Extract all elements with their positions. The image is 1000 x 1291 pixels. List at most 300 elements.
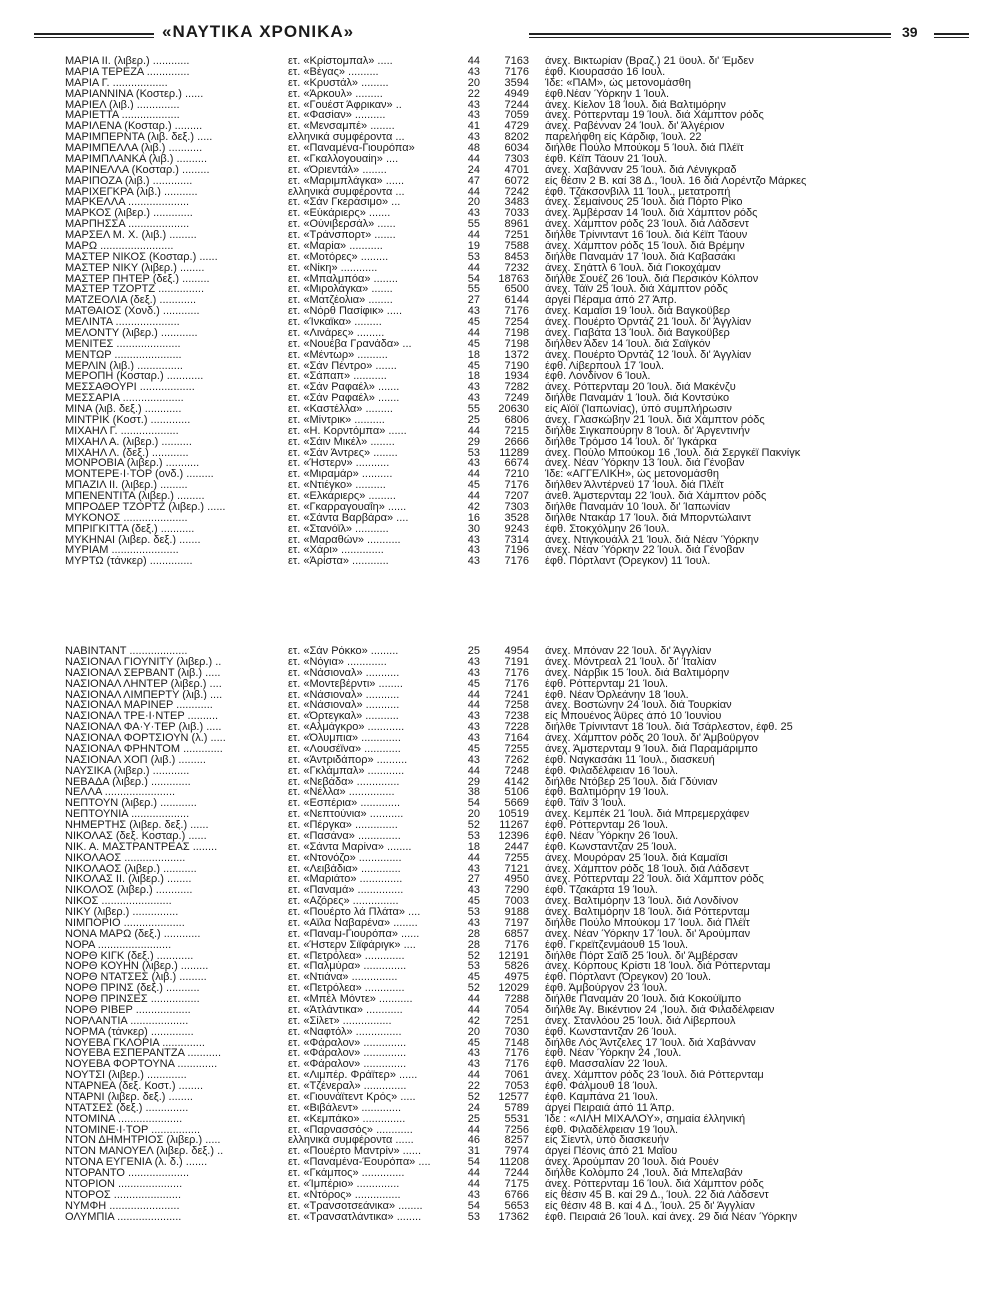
deadweight: 44 — [467, 993, 480, 1005]
tonnage: 4729 — [504, 120, 529, 133]
deadweight: 24 — [467, 163, 480, 176]
ship-name: ΜΟΝΡΟΒΙΑ (λιβερ.) ........... — [65, 458, 200, 470]
tonnage: 4950 — [504, 873, 529, 886]
ship-name: ΜΑΡΣΕΛ Μ. Χ. (λιβ.) ......... — [65, 230, 197, 241]
deadweight: 43 — [467, 533, 480, 546]
charterer: ετ. «Άρίστα» ............ — [288, 556, 389, 568]
tonnage: 7176 — [504, 1058, 529, 1071]
ship-name: ΜΕΡΛΙΝ (λιβ.) ............... — [65, 360, 183, 372]
charterer: ετ. «Αλμάγκρο» ............ — [288, 722, 405, 733]
voyage-note: άνεχ. Σηάττλ 6 Ίουλ. διά Γιοκοχάμαν — [545, 262, 721, 274]
charterer: ετ. «Βιβάλεντ» ............. — [288, 1102, 402, 1114]
charterer: ετ. «Παλμύρα» .............. — [288, 961, 407, 973]
tonnage: 6857 — [504, 927, 529, 940]
deadweight: 43 — [467, 862, 480, 875]
charterer: ετ. «Μοντεβέρντι» ........ — [288, 678, 403, 690]
deadweight: 20 — [467, 76, 480, 89]
voyage-note: έφθ. Φιλαδέλφειαν 19 Ίουλ. — [545, 1124, 679, 1136]
ship-name: ΝΙΚΟΛΟΣ (λιβερ.) ............ — [65, 885, 193, 897]
voyage-note: έφθ.Νέαν Ύόρκην 1 Ίουλ. — [545, 88, 670, 100]
charterer: ετ. «Σάν Άντρες» ........ — [288, 447, 398, 459]
deadweight: 43 — [467, 1058, 480, 1071]
ship-name: ΝΟΡΛΑΝΤΙΑ ................... — [65, 1015, 189, 1027]
ship-name: ΝΤΑΡΝΕΑ (δεξ. Κοστ.) ........ — [65, 1081, 203, 1092]
voyage-note: έφθ. Λονδίνον 6 Ίουλ. — [545, 371, 651, 383]
ship-name: ΝΟΡΘ ΡΙΒΕΡ .................. — [65, 1004, 191, 1016]
charterer: ετ. «Στανόϊλ» ........... — [288, 523, 389, 535]
tonnage: 5826 — [504, 960, 529, 973]
voyage-note: έφθ. Βαλτιμόρην 19 Ίουλ. — [545, 787, 669, 799]
tonnage: 8961 — [504, 218, 529, 231]
deadweight: 43 — [467, 305, 480, 318]
deadweight: 53 — [467, 906, 480, 918]
voyage-note: διήλθε Πούλο Μπούκομ 17 Ίουλ. διά Πλέϊτ — [545, 917, 750, 929]
voyage-note: έφθ. Μασσαλίαν 22 Ίουλ. — [545, 1059, 668, 1071]
charterer: ετ. «Σάντα Βαρβάρα» .... — [288, 512, 409, 524]
tonnage: 7258 — [504, 699, 529, 712]
charterer: ετ. «Καστέλλα» ......... — [288, 404, 393, 415]
voyage-note: έφθ. Γκρεϊτζενμάουθ 15 Ίουλ. — [545, 939, 689, 951]
ship-name: ΝΑΣΙΟΝΑΛ ΜΑΡΙΝΕΡ ............ — [65, 700, 213, 712]
voyage-note: διήλθεν Άλντέρνεϋ 17 Ίουλ. διά Πλέϊτ — [545, 480, 724, 491]
tonnage: 9188 — [504, 906, 529, 918]
voyage-note: έφθ. Ρόττερνταμ 26 Ίουλ. — [545, 820, 669, 831]
ship-name: ΝΕΠΤΟΥΝΙΑ ................... — [65, 809, 190, 820]
voyage-note: άνεχ. Ντιγκουάλλ 21 Ίουλ. διά Νέαν Ύόρκην — [545, 534, 759, 546]
voyage-note: άργεί Πέραμα άπό 27 Άπρ. — [545, 295, 677, 307]
tonnage: 7248 — [504, 764, 529, 777]
tonnage: 5789 — [504, 1101, 529, 1114]
tonnage: 7175 — [504, 1177, 529, 1190]
charterer: ετ. «Ελκάριερς» ......... — [288, 491, 396, 502]
voyage-note: άνεχ. Άμβέρσαν 14 Ίουλ. διά Χάμπτον ρόδς — [545, 208, 758, 220]
ship-name: ΜΥΡΙΑΜ ...................... — [65, 545, 179, 557]
voyage-note: είς θέσιν 45 Β. καί 29 Δ., Ίουλ. 22 διά Λάδσεντ — [545, 1189, 769, 1201]
charterer: ετ. «Κρίστομπαλ» ..... — [288, 56, 393, 67]
charterer: ετ. «Μέντωρ» .......... — [288, 349, 388, 361]
tonnage: 7303 — [504, 152, 529, 165]
voyage-note: είς θέσιν 48 Β. καί 4 Δ., Ίουλ. 25 δι' Άγγλίαν — [545, 1200, 755, 1212]
deadweight: 44 — [467, 261, 480, 274]
ship-name: ΝΕΛΛΑ ....................... — [65, 787, 176, 799]
ship-name: ΜΠΡΟΔΕΡ ΤΖΟΡΤΖ (λιβερ.) ...... — [65, 501, 226, 513]
tonnage: 7176 — [504, 65, 529, 78]
tonnage: 7262 — [504, 753, 529, 766]
ship-name: ΜΕΛΙΝΤΑ ..................... — [65, 317, 180, 328]
deadweight: 42 — [467, 1014, 480, 1027]
ship-name: ΝΕΠΤΟΥΝ (λιβερ.) ............ — [65, 798, 197, 810]
voyage-note: έφθ. Κωνσταντζαν 26 Ίουλ. — [545, 1026, 677, 1038]
ship-name: ΝΟΡΘ ΠΡΙΝΣΕΣ ................ — [65, 994, 200, 1005]
header-rule-end — [934, 33, 969, 38]
tonnage: 7241 — [504, 688, 529, 701]
voyage-note: έφθ. Κιουρασάο 16 Ιουλ. — [545, 66, 666, 78]
charterer: ετ. «Αζόρες» ............... — [288, 896, 399, 907]
deadweight: 44 — [467, 688, 480, 701]
tonnage: 7228 — [504, 721, 529, 734]
deadweight: 44 — [467, 468, 480, 481]
ship-name: ΝΑΣΙΟΝΑΛ ΦΡΗΝΤΟΜ ............. — [65, 743, 223, 755]
ship-name: ΝΟΥΕΒΑ ΦΟΡΤΟΥΝΑ ............. — [65, 1059, 218, 1071]
ship-name: ΜΑΡΙΑ ΤΕΡΕΖΑ .............. — [65, 66, 190, 78]
charterer: ετ. «Εύκάριερς» ....... — [288, 208, 391, 220]
deadweight: 43 — [467, 1188, 480, 1201]
voyage-note: άνεχ. Νέαν Ύόρκην 13 Ίουλ. διά Γένοβαν — [545, 458, 745, 470]
charterer: ετ. «Φάραλον» .............. — [288, 1037, 407, 1049]
tonnage: 11289 — [499, 446, 529, 459]
charterer: ετ. «Άτλάντικα» ............ — [288, 1004, 403, 1016]
charterer: ετ. «Κεμπάκο» .............. — [288, 1113, 406, 1125]
charterer: ετ. «Παρνασσός» ............ — [288, 1124, 413, 1136]
deadweight: 43 — [467, 109, 480, 122]
ship-name: ΝΑΒΙΝΤΑΝΤ ................... — [65, 646, 188, 657]
tonnage: 9243 — [504, 522, 529, 535]
tonnage: 7244 — [504, 98, 529, 111]
tonnage: 7054 — [504, 1003, 529, 1016]
deadweight: 43 — [467, 732, 480, 744]
deadweight: 43 — [467, 392, 480, 405]
charterer: ετ. «Νόγια» ............. — [288, 656, 387, 668]
ship-name: ΜΟΝΤΕΡΕ·Ι·ΤΟΡ (ονδ.) ......... — [65, 469, 214, 481]
charterer: ετ. «Νεβάδα» .............. — [288, 776, 400, 788]
tonnage: 7303 — [504, 500, 529, 513]
voyage-note: άνεχ. Ρόττερνταμ 16 Ίουλ. διά Χάμπτον ρόδς — [545, 1178, 764, 1190]
ship-name: ΜΑΤΖΕΟΛΙΑ (δεξ.) ............ — [65, 295, 197, 307]
ship-name: ΝΤΟΝΑ ΕΥΓΕΝΙΑ (λ. δ.) ....... — [65, 1157, 208, 1168]
charterer: ετ. «Άντριδάπορ» .......... — [288, 754, 408, 766]
ship-name: ΝΥΜΦΗ ....................... — [65, 1200, 180, 1212]
ship-name: ΝΑΣΙΟΝΑΛ ΛΙΜΠΕΡΤΥ (λιβ.) .... — [65, 689, 223, 701]
tonnage: 7588 — [504, 239, 529, 252]
tonnage: 10519 — [498, 808, 529, 821]
tonnage: 7244 — [504, 1167, 529, 1179]
ship-name: ΝΤΑΡΝΙ (λιβερ. δεξ.) ........ — [65, 1091, 193, 1103]
deadweight: 43 — [467, 666, 480, 679]
voyage-note: άνεχ. Μόντρεαλ 21 Ίουλ. δι' Ίταλίαν — [545, 656, 717, 668]
voyage-note: άνεχ. Τάϊν 25 Ίουλ. διά Χάμπτον ρόδς — [545, 284, 728, 296]
charterer: ετ. «Νάσιοναλ» ........... — [288, 667, 400, 679]
charterer: ετ. «Μίντρικ» .......... — [288, 414, 385, 426]
tonnage: 8202 — [504, 131, 529, 144]
voyage-note: άνεχ. Κόρπους Κρίστι 18 Ίουλ. διά Ρόττερνταμ — [545, 961, 771, 973]
tonnage: 6072 — [504, 174, 529, 187]
ship-name: ΝΤΑΤΣΕΣ (δεξ.) .............. — [65, 1102, 189, 1114]
ship-name: ΜΕΛΟΝΤΥ (λιβερ.) ............ — [65, 327, 198, 339]
deadweight: 53 — [467, 960, 480, 973]
ship-name: ΜΥΡΤΩ (τάνκερ) .............. — [65, 556, 193, 568]
voyage-note: είς Μπουένος Άϋρες άπό 10 Ίουνίου — [545, 711, 722, 723]
voyage-note: άνεχ. Ρόττερνταμ 19 Ίουλ. διά Χάμπτον ρόδς — [545, 110, 764, 122]
ship-name: ΜΙΧΑΗΛ Λ. (δεξ.) ............ — [65, 447, 189, 459]
tonnage: 7176 — [504, 938, 529, 951]
tonnage: 12029 — [498, 982, 529, 995]
charterer: ετ. «Γκαλλογουαίη» .... — [288, 153, 399, 165]
ship-name: ΝΤΟΡΑΝΤΟ .................... — [65, 1168, 190, 1179]
charterer: ετ. «Όλυμπια» ............. — [288, 733, 401, 744]
charterer: ετ. «Ντιάνα» ............... — [288, 972, 398, 984]
tonnage: 7163 — [504, 55, 529, 67]
deadweight: 45 — [467, 337, 480, 350]
charterer: ετ. «Σάν Ρόκκο» ......... — [288, 646, 399, 657]
tonnage: 7232 — [504, 261, 529, 274]
charterer: ετ. «Λειβάδια» ............. — [288, 863, 401, 875]
deadweight: 44 — [467, 185, 480, 198]
charterer: ετ. «Σάν Ραφαέλ» ....... — [288, 393, 400, 404]
ship-name: ΜΑΡΙΕΛ (λιβ.) .............. — [65, 99, 180, 111]
voyage-note: έφθ. Πόρτλαντ (Όρεγκον) 11 Ίουλ. — [545, 556, 711, 568]
deadweight: 45 — [467, 742, 480, 755]
tonnage: 12191 — [498, 949, 529, 962]
deadweight: 52 — [467, 982, 480, 995]
ship-name: ΝΟΡΑ ........................ — [65, 939, 172, 951]
deadweight: 20 — [467, 196, 480, 209]
tonnage: 7249 — [504, 392, 529, 405]
voyage-note: άνεχ. Άρούμπαν 20 Ίουλ. διά Ρουέν — [545, 1157, 719, 1168]
ship-name: ΝΙΚΟΛΑΣ ΙΙ. (λιβερ.) ........ — [65, 874, 192, 886]
charterer: ετ. «Άρκουλ» ......... — [288, 88, 383, 100]
voyage-note: έφθ. Πειραιά 26 Ίουλ. καί άνεχ. 29 διά Νέαν Ύόρκην — [545, 1211, 798, 1223]
deadweight: 45 — [467, 359, 480, 372]
charterer: ετ. «Ίμπέριο» .............. — [288, 1178, 400, 1190]
ship-name: ΜΑΡΙΜΠΛΑΝΚΑ (λιβ.) .......... — [65, 153, 208, 165]
tonnage: 7190 — [504, 359, 529, 372]
ship-name: ΜΑΡΙΝΕΛΛΑ (Κοσταρ.) ......... — [65, 164, 210, 176]
voyage-note: έφθ. Ναγκασάκι 11 Ίουλ., διασκευή — [545, 754, 715, 766]
charterer: ετ. «Τράνσπορτ» ....... — [288, 230, 396, 241]
tonnage: 7053 — [504, 1080, 529, 1092]
voyage-note: διήλθε Παναμάν 20 Ίουλ. διά Κοκούϊμπο — [545, 994, 742, 1005]
voyage-note: έφθ. Φιλαδέλφειαν 16 Ίουλ. — [545, 765, 679, 777]
charterer: ετ. «Γκάμπος» .............. — [288, 1168, 405, 1179]
tonnage: 7290 — [504, 884, 529, 897]
charterer: ετ. «Σάντα Μαρίνα» ........ — [288, 841, 412, 853]
deadweight: 43 — [467, 131, 480, 144]
voyage-note: άργεί Πειραιά άπό 11 Άπρ. — [545, 1102, 675, 1114]
deadweight: 16 — [467, 511, 480, 524]
tonnage: 7033 — [504, 207, 529, 220]
charterer: ετ. «Μιρολάγκα» ....... — [288, 284, 393, 296]
voyage-note: άνεχ. Κεμπέκ 21 Ίουλ. διά Μπρεμερχάφεν — [545, 809, 750, 820]
deadweight: 18 — [467, 840, 480, 853]
deadweight: 25 — [467, 413, 480, 426]
charterer: ετ. «Λουσέϊνα» ............ — [288, 743, 401, 755]
ship-name: ΝΟΥΕΒΑ ΕΣΠΕΡΑΝΤΖΑ ........... — [65, 1048, 222, 1060]
ship-name: ΜΕΝΙΤΕΣ ..................... — [65, 338, 181, 350]
deadweight: 22 — [467, 1080, 480, 1092]
charterer: ετ. «Μπαλμπόα» ........ — [288, 273, 398, 285]
charterer: ετ. «Μοτόρες» ......... — [288, 251, 389, 263]
tonnage: 7061 — [504, 1069, 529, 1082]
charterer: ετ. «Πετρόλεα» ............. — [288, 950, 405, 962]
ship-name: ΟΛΥΜΠΙΑ ..................... — [65, 1211, 182, 1223]
voyage-note: διήλθε Τρίνινταντ 16 Ίουλ. διά Κέϊπ Τάουν — [545, 230, 748, 241]
deadweight: 38 — [467, 786, 480, 799]
charterer: ετ. «Νεπτούνια» ........... — [288, 809, 404, 820]
deadweight: 44 — [467, 55, 480, 67]
deadweight: 28 — [467, 927, 480, 940]
ship-name: ΜΑΡΙΑ Γ. .................. — [65, 77, 168, 89]
voyage-note: έφθ. Νέαν Όρλεάνην 18 Ίουλ. — [545, 689, 689, 701]
ship-name: ΝΤΟΡΙΟΝ ..................... — [65, 1178, 183, 1190]
tonnage: 7176 — [504, 479, 529, 492]
charterer: ετ. «Τζένεραλ» .............. — [288, 1081, 407, 1092]
voyage-note: άνεχ. Μπόναν 22 Ίουλ. δι' Άγγλίαν — [545, 646, 712, 657]
charterer: ετ. «Πετρόλεα» ............. — [288, 983, 405, 994]
ship-name: ΜΑΡΙΧΕΓΚΡΑ (λιβ.) ........... — [65, 186, 198, 198]
tonnage: 7207 — [504, 490, 529, 502]
tonnage: 7974 — [504, 1145, 529, 1158]
header-rule-left — [34, 33, 154, 38]
ship-name: ΜΑΡΙΑ ΙΙ. (λιβερ.) ............ — [65, 56, 190, 67]
tonnage: 7254 — [504, 316, 529, 328]
tonnage: 7176 — [504, 666, 529, 679]
page-header — [34, 22, 969, 46]
deadweight: 44 — [467, 1177, 480, 1190]
deadweight: 28 — [467, 938, 480, 951]
deadweight: 55 — [467, 218, 480, 231]
deadweight: 27 — [467, 873, 480, 886]
deadweight: 25 — [467, 1112, 480, 1125]
voyage-note: διήλθε Κολόμπο 24 ,Ίουλ. διά Μπελαβάν — [545, 1168, 743, 1179]
tonnage: 7282 — [504, 381, 529, 394]
charterer: ελληνικά συμφέροντα ... — [288, 132, 405, 143]
ship-name: ΜΑΡΙΠΟΖΑ (λιβ.) ............. — [65, 175, 193, 187]
charterer: ετ. «Κρυστάλ» ......... — [288, 77, 389, 89]
tonnage: 7176 — [504, 677, 529, 690]
charterer: ετ. «Τρανσοτσεάνικα» ........ — [288, 1200, 423, 1212]
voyage-note: έφθ. Καμπάνα 21 Ίουλ. — [545, 1091, 659, 1103]
charterer: ετ. «Μαρία» ........... — [288, 240, 383, 252]
deadweight: 46 — [467, 1134, 480, 1147]
voyage-note: άργεί Πέονις άπό 21 Μαΐου — [545, 1146, 678, 1158]
tonnage: 7059 — [504, 109, 529, 122]
ship-name: ΜΕΣΣΑΡΙΑ .................... — [65, 393, 184, 404]
tonnage: 7251 — [504, 1014, 529, 1027]
deadweight: 19 — [467, 239, 480, 252]
deadweight: 43 — [467, 98, 480, 111]
voyage-note: Ίδε : «ΛΙΛΗ ΜΙΧΑΛΟΥ», σημαία έλληνική — [545, 1113, 746, 1125]
voyage-note: άνεχ. Γιαβάτα 13 Ίουλ. διά Βαγκοϋβερ — [545, 327, 730, 339]
tonnage: 4142 — [504, 775, 529, 788]
tonnage: 7196 — [504, 544, 529, 557]
tonnage: 4949 — [504, 87, 529, 100]
voyage-note: έφθ. Νέαν Ύόρκην 24 ,Ίουλ. — [545, 1048, 682, 1060]
voyage-note: έφθ. Πόρτλαντ (Όρεγκον) 20 Ίουλ. — [545, 972, 712, 984]
voyage-note: διήλθεν Άδεν 14 Ίουλ. διά Σαϊγκόν — [545, 338, 711, 350]
deadweight: 43 — [467, 710, 480, 723]
deadweight: 43 — [467, 721, 480, 734]
ship-name: ΜΙΝΤΡΙΚ (Κοστ.) ............. — [65, 414, 191, 426]
tonnage: 7176 — [504, 1047, 529, 1060]
deadweight: 54 — [467, 1156, 480, 1169]
ship-name: ΝΟΡΘ ΝΤΑΤΣΕΣ (λιβ.) ......... — [65, 972, 207, 984]
charterer: ελληνικά συμφέροντα ... — [288, 186, 405, 198]
ship-name: ΜΑΡΙΛΕΝΑ (Κοσταρ.) ......... — [65, 121, 203, 133]
ship-name: ΝΑΣΙΟΝΑΛ ΦΑ·Υ·ΤΕΡ (λιβ.) ..... — [65, 722, 222, 733]
deadweight: 45 — [467, 677, 480, 690]
deadweight: 52 — [467, 949, 480, 962]
ship-name: ΝΑΣΙΟΝΑΛ ΦΟΡΤΣΙΟΥΝ (λ.) ..... — [65, 733, 226, 744]
voyage-note: Ίδε: «ΠΑΜ», ώς μετονομάσθη — [545, 77, 691, 89]
tonnage: 2666 — [504, 435, 529, 448]
header-rule-right — [529, 33, 891, 38]
deadweight: 53 — [467, 1210, 480, 1223]
deadweight: 43 — [467, 1047, 480, 1060]
voyage-note: διήλθε Πόρτ Σαϊδ 25 Ίουλ. δι' Άμβέρσαν — [545, 950, 738, 962]
voyage-note: άνεχ. Πούλο Μπούκομ 16 ,Ίουλ. διά Σεργκέϊ Πακνίγκ — [545, 447, 801, 459]
deadweight: 45 — [467, 971, 480, 984]
voyage-note: έφθ. Κέϊπ Τάουν 21 Ίουλ. — [545, 153, 668, 165]
ship-name: ΝΤΟΜΙΝΑ ..................... — [65, 1113, 183, 1125]
deadweight: 54 — [467, 1199, 480, 1212]
tonnage: 6766 — [504, 1188, 529, 1201]
ship-name: ΝΟΡΜΑ (τάνκερ) .............. — [65, 1026, 194, 1038]
deadweight: 44 — [467, 699, 480, 712]
tonnage: 1372 — [504, 348, 529, 361]
deadweight: 44 — [467, 1123, 480, 1136]
tonnage: 4975 — [504, 971, 529, 984]
tonnage: 7210 — [504, 468, 529, 481]
ship-name: ΝΙΚΥ (λιβερ.) ............... — [65, 907, 179, 918]
charterer: ετ. «Μενσαμπέ» ........ — [288, 121, 395, 133]
voyage-note: άνεχ. Βαλτιμόρην 13 Ίουλ. διά Λονδίνον — [545, 896, 739, 907]
charterer: ετ. «Ναφτόλ» ............... — [288, 1026, 402, 1038]
charterer: ετ. «Νάσιοναλ» ........... — [288, 700, 400, 712]
voyage-note: άνεχ. Βοστώνην 24 Ίουλ. διά Τουρκίαν — [545, 700, 732, 712]
voyage-note: έφθ. Νέαν Ύόρκην 26 Ίουλ. — [545, 830, 679, 842]
charterer: ετ. «Νίκη» ............ — [288, 262, 378, 274]
tonnage: 5653 — [504, 1199, 529, 1212]
ship-name: ΜΙΧΑΗΛ Α. (λιβερ.) .......... — [65, 436, 192, 448]
ship-name: ΜΙΝΑ (λιβ. δεξ.) ............ — [65, 404, 182, 415]
deadweight: 25 — [467, 645, 480, 657]
voyage-note: άνεχ. Χαβάνναν 25 Ίουλ. διά Λένιγκραδ — [545, 164, 737, 176]
voyage-note: διήλθε Παναμάν 17 Ίουλ. διά Καβασάκι — [545, 251, 736, 263]
tonnage: 20630 — [498, 403, 529, 415]
deadweight: 42 — [467, 500, 480, 513]
tonnage: 8257 — [504, 1134, 529, 1147]
tonnage: 7314 — [504, 533, 529, 546]
ship-name: ΝΟΡΘ ΚΟΥΗΝ (λιβερ.) ......... — [65, 961, 209, 973]
ship-name: ΜΑΤΘΑΙΟΣ (Χονδ.) ............ — [65, 306, 200, 317]
deadweight: 43 — [467, 753, 480, 766]
tonnage: 8453 — [504, 250, 529, 263]
voyage-note: έφθ. Τζακάρτα 19 Ίουλ. — [545, 885, 658, 897]
voyage-note: διήλθε Άγ. Βικέντιον 24 ,Ίουλ. διά Φιλαδέλφειαν — [545, 1004, 775, 1016]
ship-name: ΜΕΣΣΑΘΟΥΡΙ .................. — [65, 382, 195, 394]
tonnage: 7030 — [504, 1025, 529, 1038]
tonnage: 3483 — [504, 196, 529, 209]
deadweight: 29 — [467, 435, 480, 448]
deadweight: 53 — [467, 829, 480, 842]
ship-name: ΝΟΥΤΣΙ (λιβερ.) ............. — [65, 1070, 187, 1081]
voyage-note: άνεχ. Νέαν Ύόρκην 17 Ίουλ. δι' Άρούμπαν — [545, 928, 751, 940]
page-number: 39 — [902, 24, 918, 40]
charterer: ετ. «Μαριάτο» .............. — [288, 874, 403, 886]
charterer: ετ. «Παναμά» ............... — [288, 885, 404, 897]
tonnage: 7003 — [504, 895, 529, 908]
deadweight: 27 — [467, 294, 480, 307]
voyage-note: είς Σίεντλ, ύπό διασκευήν — [545, 1135, 669, 1147]
deadweight: 44 — [467, 229, 480, 241]
voyage-note: άνεχ. Χάμπτον ρόδς 18 Ίουλ. διά Λάδσεντ — [545, 863, 749, 875]
charterer: ετ. «Πέργκα» .............. — [288, 820, 398, 831]
deadweight: 44 — [467, 1003, 480, 1016]
deadweight: 44 — [467, 851, 480, 864]
ship-name: ΝΑΣΙΟΝΑΛ ΓΙΟΥΝΙΤΥ (λιβερ.) .. — [65, 656, 222, 668]
deadweight: 55 — [467, 403, 480, 415]
tonnage: 7121 — [504, 862, 529, 875]
